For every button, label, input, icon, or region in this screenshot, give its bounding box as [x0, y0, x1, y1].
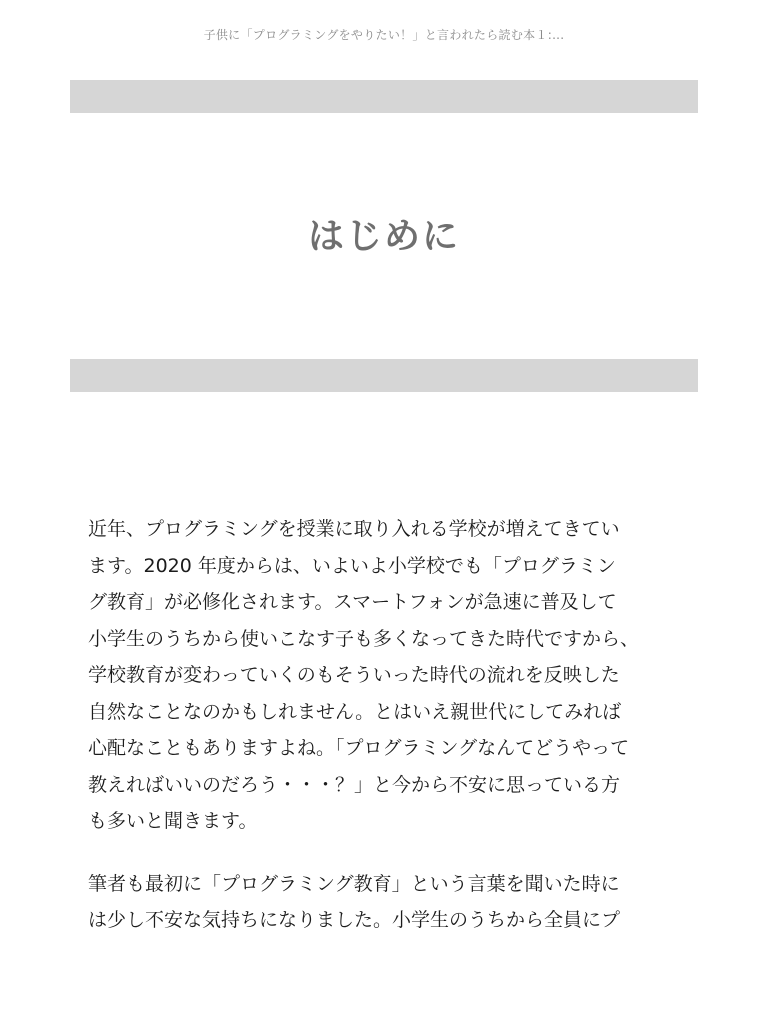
paragraph-line: 心配なこともありますよね。「プログラミングなんてどうやって [88, 737, 630, 759]
paragraph-line: 学校教育が変わっていくのもそういった時代の流れを反映した [88, 664, 620, 686]
paragraph-line: 教えればいいのだろう・・・？」と今から不安に思っている方 [88, 773, 621, 796]
paragraph-line: 自然なことなのかもしれません。とはいえ親世代にしてみれば [88, 700, 622, 723]
paragraph-line: も多いと聞きます。 [88, 810, 258, 832]
chapter-title: はじめに [307, 216, 460, 257]
paragraph-2 [88, 866, 688, 939]
paragraph-line: 筆者も最初に「プログラミング教育」という言葉を聞いた時に [88, 872, 620, 895]
paragraph-1 [88, 511, 688, 840]
body-text [88, 511, 688, 965]
paragraph-line: は少し不安な気持ちになりました。小学生のうちから全員にプ [88, 909, 621, 931]
paragraph-line: 近年、プログラミングを授業に取り入れる学校が増えてきてい [88, 518, 620, 540]
paragraph-line: 小学生のうちから使いこなす子も多くなってきた時代ですから、 [88, 627, 640, 650]
running-header-title: 子供に「プログラミングをやりたい！」と言われたら読む本１:... [203, 28, 565, 42]
paragraph-line: ます。2020 年度からは、いよいよ小学校でも「プログラミン [88, 554, 616, 577]
chapter-band-bottom [70, 359, 698, 392]
paragraph-line: グ教育」が必修化されます。スマートフォンが急速に普及して [88, 591, 617, 613]
chapter-band-top [70, 80, 698, 113]
